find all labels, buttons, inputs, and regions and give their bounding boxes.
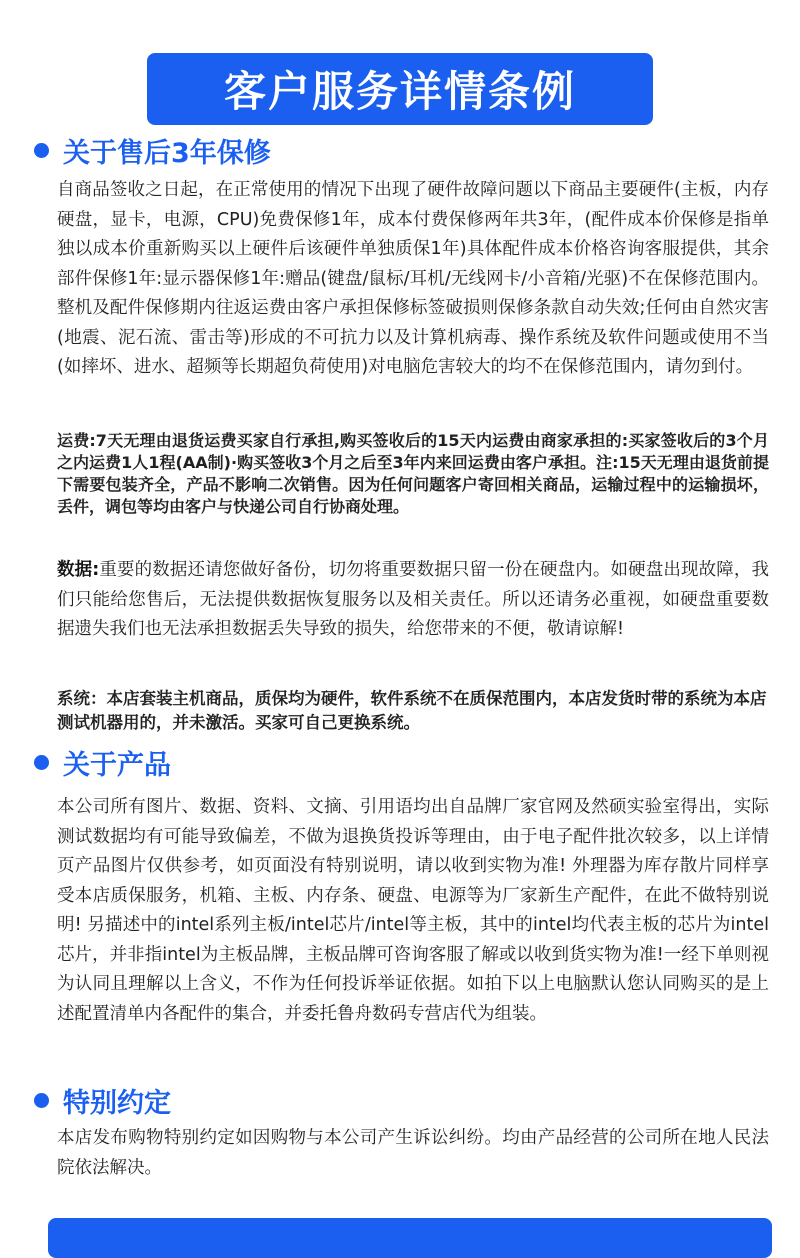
shipping-text: 7天无理由退货运费买家自行承担,购买签收后的15天内运费由商家承担的:买家签收后的3个月之内运费1人1程(AA制)·购买签收3个月之后至3年内来回运费由客户承担。注:15天无理由退货前提下需要包装齐全，产品不影响二次销售。因为任何问题客户寄回相关商品，运输过程中的运输损坏，丢件，调包等均由客户与快递公司自行协商处理。 [57, 431, 769, 516]
page-title: 客户服务详情条例 [223, 67, 576, 116]
title-banner [147, 53, 653, 125]
bullet-dot-icon [34, 1093, 49, 1108]
system-paragraph: 系统：本店套装主机商品，质保均为硬件，软件系统不在质保范围内，本店发货时带的系统为本店测试机器用的，并未激活。买家可自己更换系统。 [57, 689, 767, 732]
warranty-paragraph: 自商品签收之日起，在正常使用的情况下出现了硬件故障问题以下商品主要硬件(主板，内存硬盘，显卡，电源，CPU)免费保修1年，成本付费保修两年共3年，(配件成本价保修是指单独以成本价重新购买以上硬件后该硬件单独质保1年)具体配件成本价格咨询客服提供，其余部件保修1年:显示器保修1年:赠品(键盘/鼠标/耳机/无线网卡/小音箱/光驱)不在保修范围内。整机及配件保修期内往返运费由客户承担保修标签破损则保修条款自动失效;任何由自然灾害(地震、泥石流、雷击等)形成的不可抗力以及计算机病毒、操作系统及软件问题或使用不当(如摔坏、进水、超频等长期超负荷使用)对电脑危害较大的均不在保修范围内，请勿到付。 [57, 180, 769, 377]
shipping-label: 运费: [57, 431, 96, 450]
section-title: 关于售后3年保修 [63, 138, 271, 169]
product-body-block [57, 793, 769, 1029]
special-body-block [57, 1124, 769, 1183]
product-paragraph: 本公司所有图片、数据、资料、文摘、引用语均出自品牌厂家官网及然硕实验室得出，实际测试数据均有可能导致偏差，不做为退换货投诉等理由，由于电子配件批次较多，以上详情页产品图片仅供参考，如页面没有特别说明，请以收到实物为准! 外理器为库存散片同样享受本店质保服务，机箱、主板、内存条、硬盘、电源等为厂家新生产配件，在此不做特别说明! 另描述中的intel系列主板/intel芯片/intel等主板，其中的intel均代表主板的芯片为intel芯片，并非指intel为主板品牌，主板品牌可咨询客服了解或以收到货实物为准!一经下单则视为认同且理解以上含义，不作为任何投诉举证依据。如拍下以上电脑默认您认同购买的是上述配置清单内各配件的集合，并委托鲁舟数码专营店代为组装。 [57, 797, 769, 1024]
data-block [57, 556, 769, 645]
bullet-dot-icon [34, 143, 49, 158]
section-title: 关于产品 [63, 750, 171, 781]
section-heading-product [34, 743, 171, 782]
data-text: 重要的数据还请您做好备份，切勿将重要数据只留一份在硬盘内。如硬盘出现故障，我们只能给您售后，无法提供数据恢复服务以及相关责任。所以还请务必重视，如硬盘重要数据遗失我们也无法承担数据丢失导致的损失，给您带来的不便，敬请谅解! [57, 560, 769, 639]
data-label: 数据: [57, 560, 100, 580]
bottom-banner [48, 1218, 772, 1258]
warranty-body-block [57, 176, 769, 383]
shipping-paragraph [57, 430, 769, 518]
special-paragraph: 本店发布购物特别约定如因购物与本公司产生诉讼纠纷。均由产品经营的公司所在地人民法院依法解决。 [57, 1128, 769, 1178]
section-heading-special [34, 1081, 171, 1120]
bullet-dot-icon [34, 755, 49, 770]
data-paragraph [57, 556, 769, 645]
shipping-block [57, 430, 769, 518]
system-block [57, 687, 769, 735]
section-heading-warranty [34, 131, 271, 170]
section-title: 特别约定 [63, 1088, 171, 1119]
